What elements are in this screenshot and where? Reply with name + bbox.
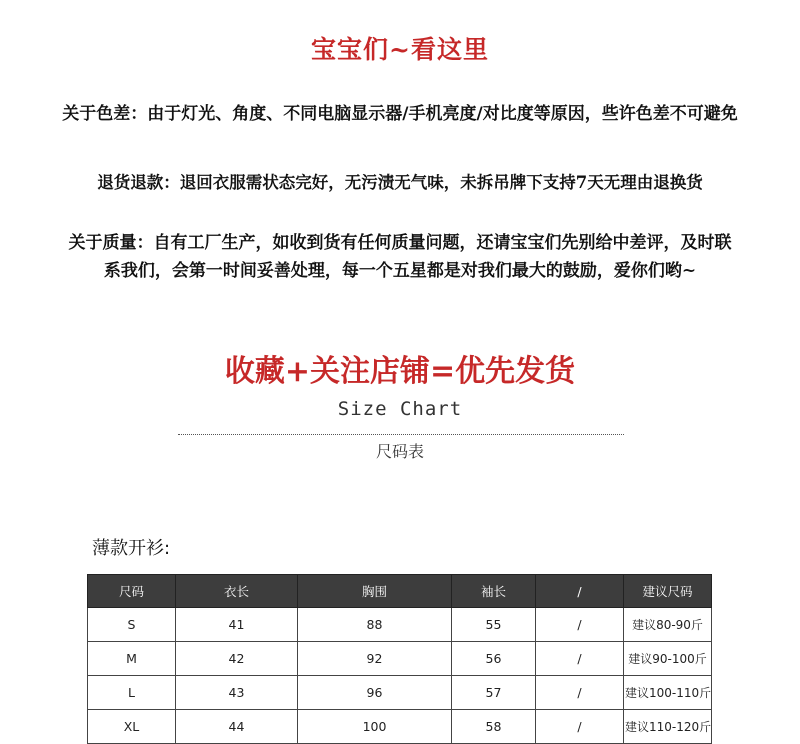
quality-notice-line-2: 系我们，会第一时间妥善处理，每一个五星都是对我们最大的鼓励，爱你们哟~ (103, 261, 697, 281)
cell-size: M (88, 642, 176, 676)
cell-length: 41 (176, 608, 298, 642)
cell-length: 42 (176, 642, 298, 676)
header-recommended: 建议尺码 (624, 575, 712, 608)
table-header-row (88, 575, 712, 608)
table-row (88, 642, 712, 676)
cell-blank: / (536, 642, 624, 676)
cell-blank: / (536, 710, 624, 744)
size-chart-title: Size Chart (337, 398, 463, 420)
cell-chest: 96 (298, 676, 452, 710)
cell-size: L (88, 676, 176, 710)
cell-blank: / (536, 676, 624, 710)
cell-recommended: 建议80-90斤 (624, 608, 712, 642)
table-row (88, 676, 712, 710)
header-chest: 胸围 (298, 575, 452, 608)
promo-banner: 收藏+关注店铺=优先发货 (224, 354, 576, 389)
cell-length: 43 (176, 676, 298, 710)
notice-heading: 宝宝们~看这里 (311, 35, 489, 64)
header-blank: / (536, 575, 624, 608)
cell-recommended: 建议100-110斤 (624, 676, 712, 710)
header-size: 尺码 (88, 575, 176, 608)
size-chart-subtitle: 尺码表 (375, 442, 424, 461)
cell-chest: 88 (298, 608, 452, 642)
header-length: 衣长 (176, 575, 298, 608)
cell-chest: 92 (298, 642, 452, 676)
cell-recommended: 建议110-120斤 (624, 710, 712, 744)
cell-blank: / (536, 608, 624, 642)
header-sleeve: 袖长 (452, 575, 536, 608)
quality-notice (0, 229, 800, 285)
dotted-divider (178, 434, 624, 435)
return-policy-notice: 退货退款：退回衣服需状态完好，无污渍无气味，未拆吊牌下支持7天无理由退换货 (97, 173, 703, 192)
quality-notice-line-1: 关于质量：自有工厂生产，如收到货有任何质量问题，还请宝宝们先别给中差评，及时联 (68, 233, 732, 253)
product-name: 薄款开衫: (92, 538, 171, 559)
table-row (88, 710, 712, 744)
cell-sleeve: 57 (452, 676, 536, 710)
cell-sleeve: 55 (452, 608, 536, 642)
cell-length: 44 (176, 710, 298, 744)
color-difference-notice: 关于色差：由于灯光、角度、不同电脑显示器/手机亮度/对比度等原因，些许色差不可避免 (62, 104, 738, 124)
cell-chest: 100 (298, 710, 452, 744)
cell-recommended: 建议90-100斤 (624, 642, 712, 676)
cell-size: XL (88, 710, 176, 744)
table-row (88, 608, 712, 642)
size-table (87, 574, 712, 744)
cell-size: S (88, 608, 176, 642)
cell-sleeve: 58 (452, 710, 536, 744)
cell-sleeve: 56 (452, 642, 536, 676)
